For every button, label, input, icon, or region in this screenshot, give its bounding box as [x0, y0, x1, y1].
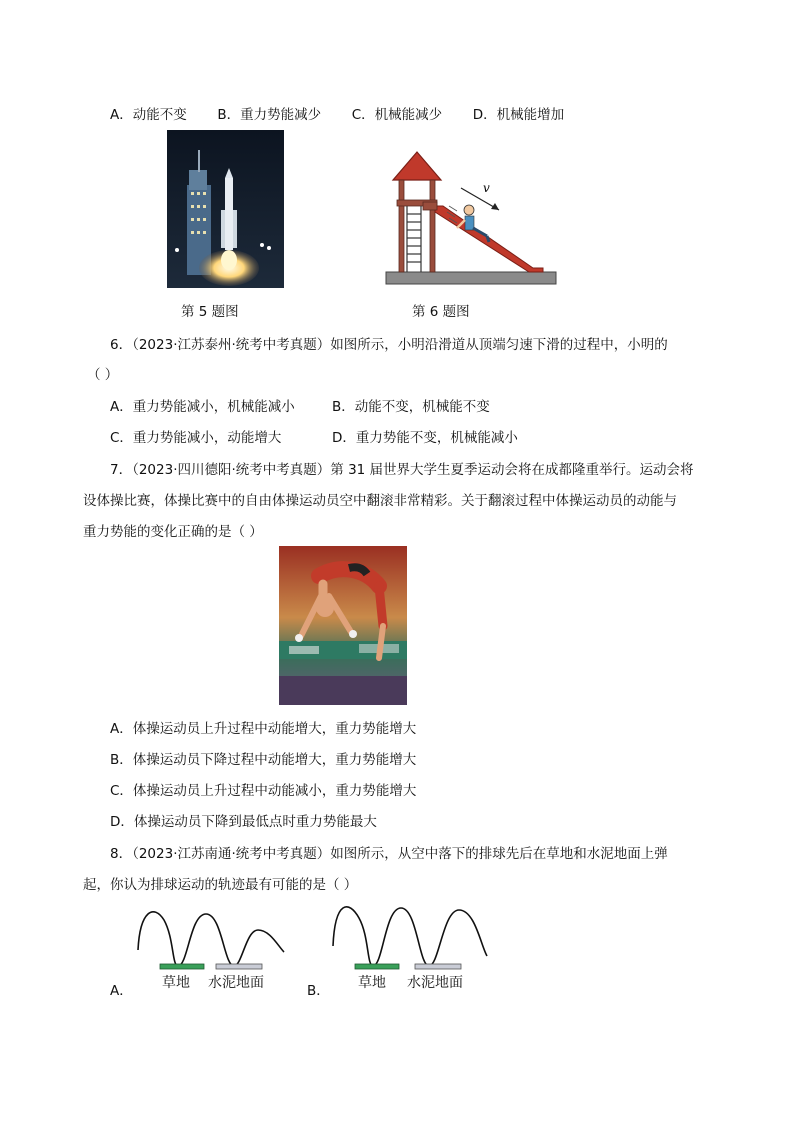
q6-stem-line1: 6．（2023·江苏泰州·统考中考真题）如图所示，小明沿滑道从顶端匀速下滑的过程中，小明的	[110, 337, 668, 353]
q5-option-c: C．机械能减少	[351, 107, 443, 123]
fig5-caption: 第 5 题图	[181, 304, 239, 320]
q8b-grass-label: 草地	[358, 975, 386, 991]
q8b-concrete-strip	[415, 964, 461, 969]
q6-option-a: A．重力势能减小，机械能减小	[110, 399, 295, 415]
q8a-concrete-strip	[216, 964, 262, 969]
q7-stem-line3: 重力势能的变化正确的是（ ）	[83, 524, 263, 540]
q8b-grass-strip	[355, 964, 399, 969]
q8-stem-line1: 8．（2023·江苏南通·统考中考真题）如图所示，从空中落下的排球先后在草地和水泥地面上弹	[110, 846, 668, 862]
q8-stem-line2: 起，你认为排球运动的轨迹最有可能的是（ ）	[83, 877, 358, 893]
q7-option-a: A．体操运动员上升过程中动能增大，重力势能增大	[110, 721, 417, 737]
q6-options-row2	[110, 426, 518, 446]
rocket-launch-photo	[167, 130, 284, 288]
q5-option-a: A．动能不变	[110, 107, 187, 123]
gymnast-photo	[279, 546, 407, 705]
q7-option-d: D．体操运动员下降到最低点时重力势能最大	[110, 814, 377, 830]
q6-option-b: B．动能不变，机械能不变	[332, 399, 490, 415]
q5-options-row	[110, 103, 564, 123]
fig6-caption: 第 6 题图	[412, 304, 470, 320]
q7-stem-line1: 7．（2023·四川德阳·统考中考真题）第 31 届世界大学生夏季运动会将在成都隆重举行。运动会将	[110, 462, 694, 478]
velocity-label: v	[483, 181, 490, 195]
q7-option-b: B．体操运动员下降过程中动能增大，重力势能增大	[110, 752, 417, 768]
q8-option-b-label: B．	[307, 983, 330, 999]
q5-option-d: D．机械能增加	[472, 107, 565, 123]
q6-options-row1	[110, 395, 490, 415]
q6-option-c: C．重力势能减小，动能增大	[110, 430, 282, 446]
q8-option-b-trajectory	[325, 900, 495, 972]
q8a-grass-label: 草地	[162, 975, 190, 991]
q6-option-d: D．重力势能不变，机械能减小	[332, 430, 518, 446]
q7-stem-line2: 设体操比赛，体操比赛中的自由体操运动员空中翻滚非常精彩。关于翻滚过程中体操运动员的动能与	[83, 493, 677, 509]
q8a-concrete-label: 水泥地面	[208, 975, 264, 991]
q5-option-b: B．重力势能减少	[217, 107, 322, 123]
q8b-concrete-label: 水泥地面	[407, 975, 463, 991]
slide-diagram	[383, 150, 558, 288]
q8-option-a-trajectory	[130, 900, 290, 972]
q8a-grass-strip	[160, 964, 204, 969]
q8-option-a-label: A．	[110, 983, 133, 999]
q7-option-c: C．体操运动员上升过程中动能减小，重力势能增大	[110, 783, 417, 799]
q6-stem-line2: （ ）	[87, 367, 119, 383]
